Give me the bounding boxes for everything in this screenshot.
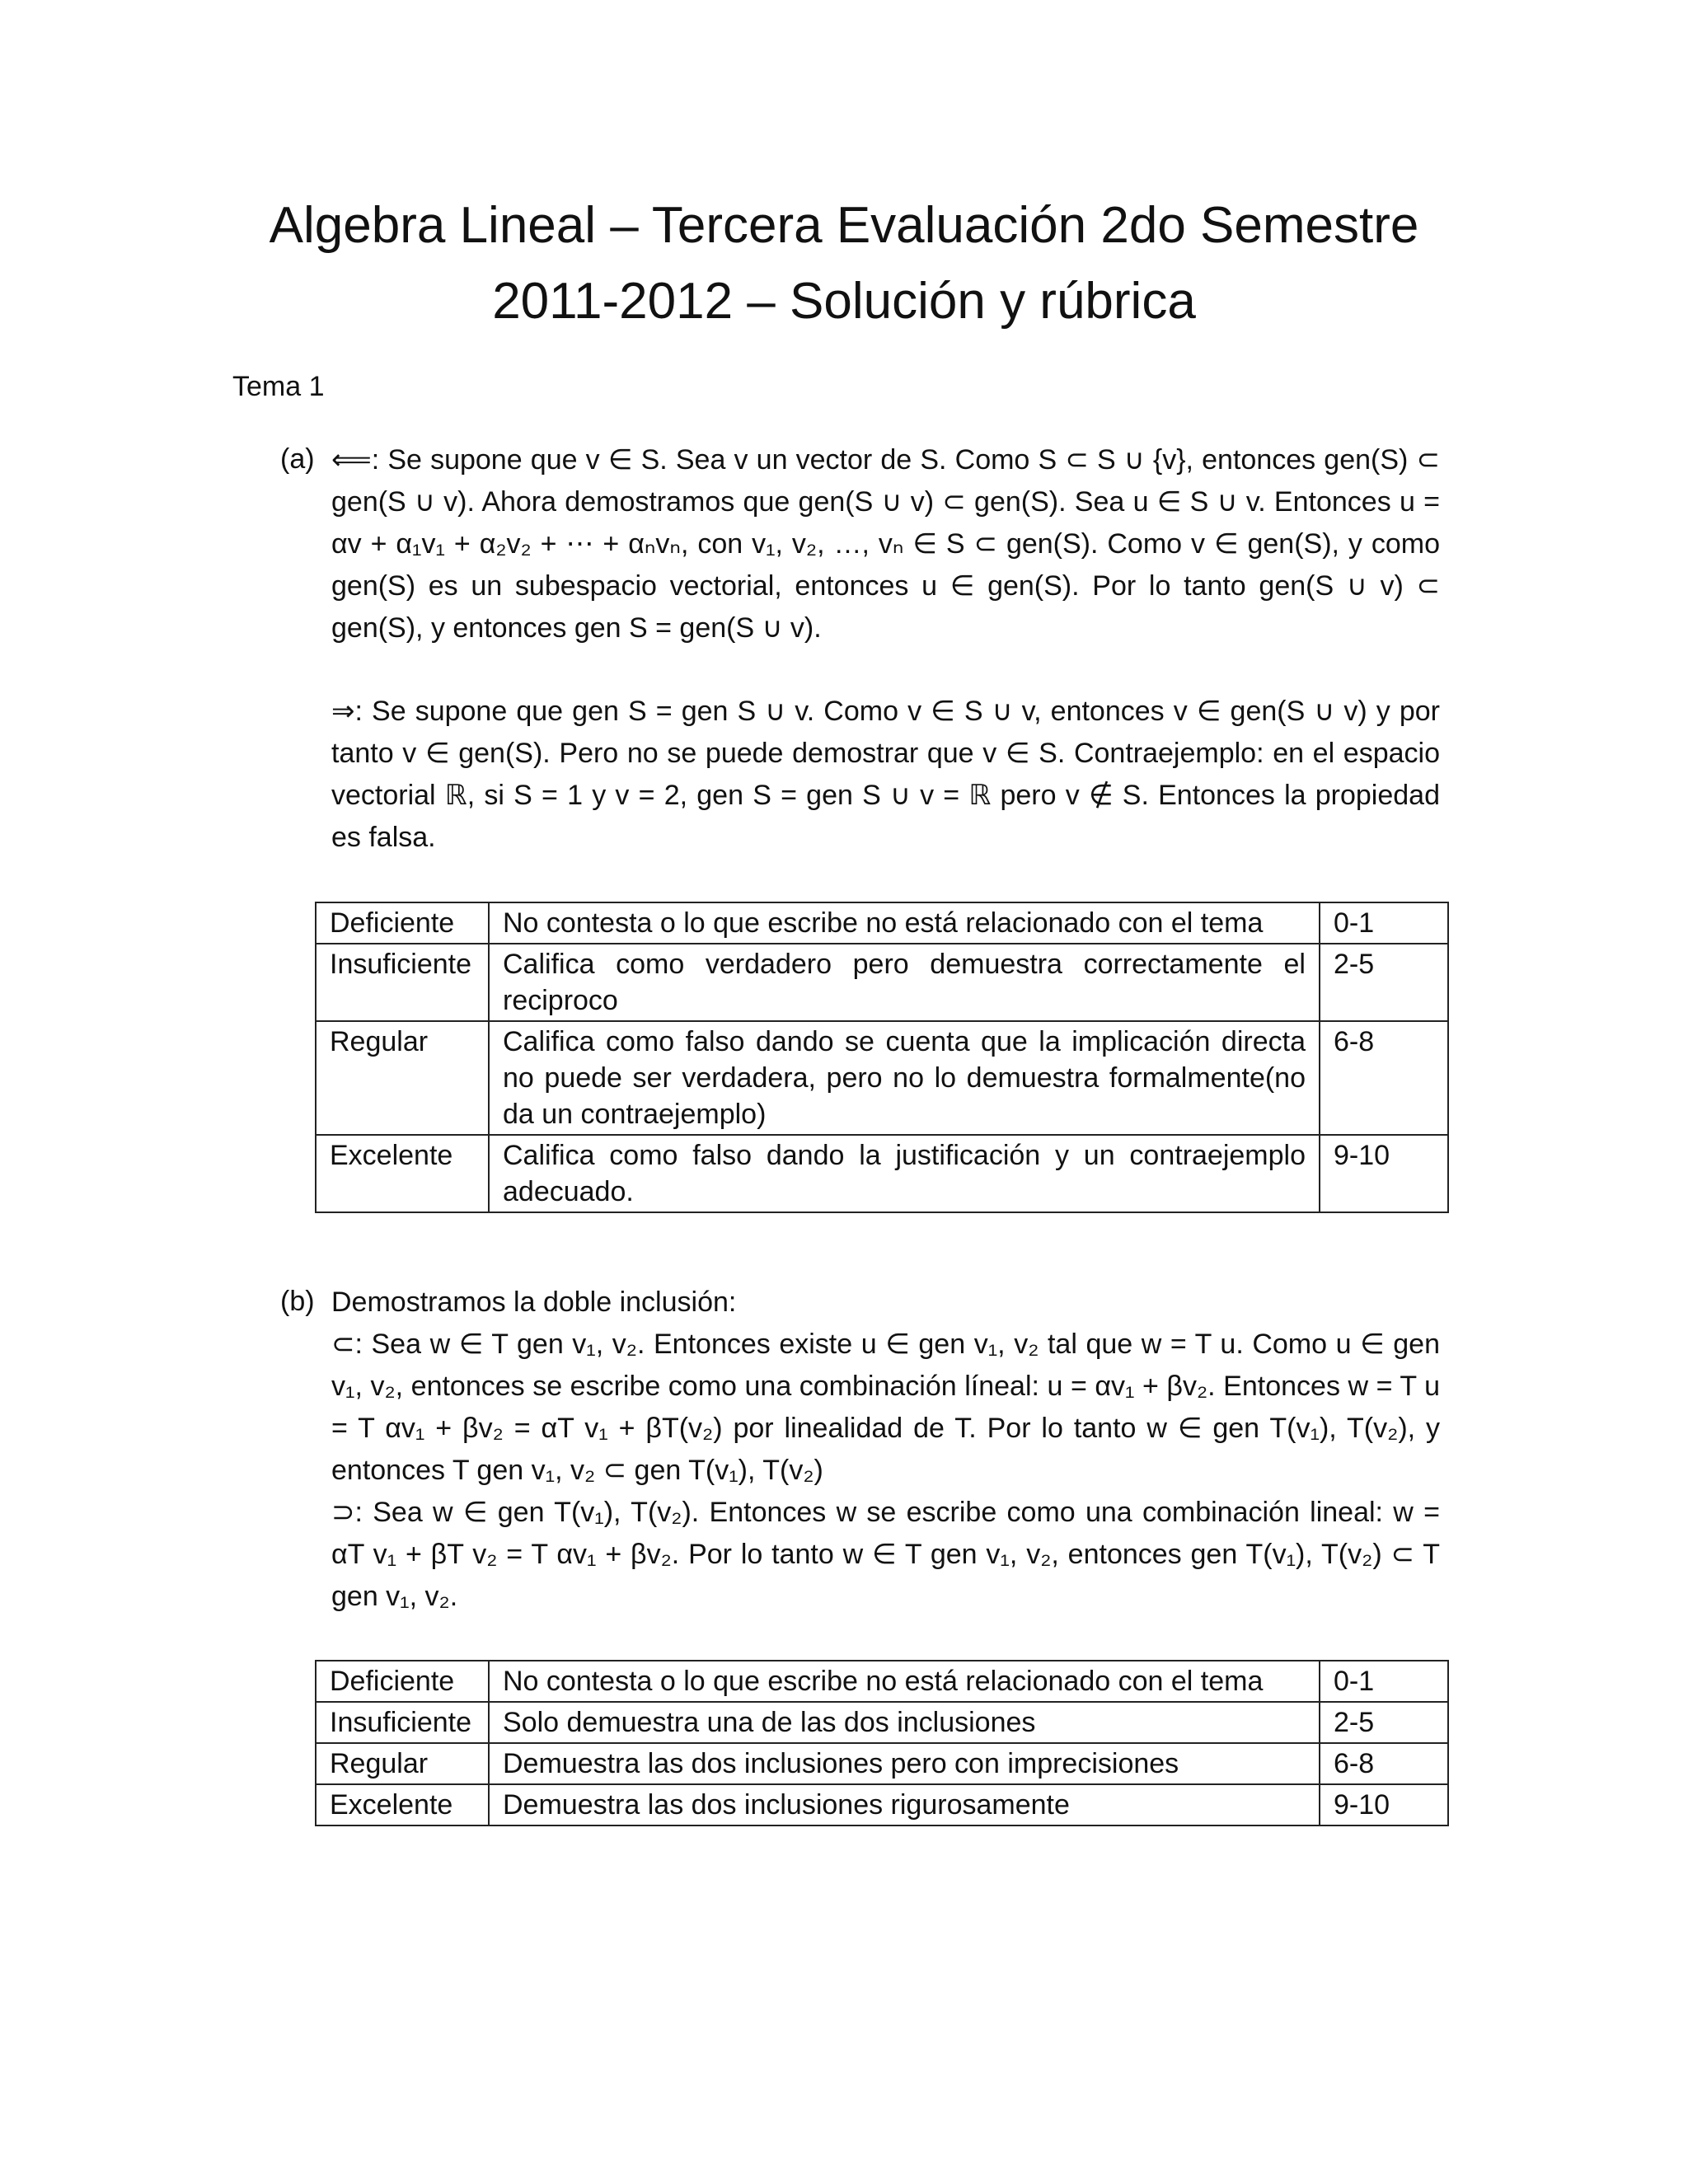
rubric-level: Regular (316, 1743, 489, 1784)
section-heading: Tema 1 (232, 371, 325, 402)
table-row (316, 1702, 1448, 1743)
part-b-proof-subset: ⊂: Sea w ∈ T gen v₁, v₂. Entonces existe u ∈ gen v₁, v₂ tal que w = T u. Como u ∈ gen v₁, v₂, entonces se escribe como una combinación líneal: u = αv₁ + βv₂. Entonces w = T u = T αv₁ + βv₂ = αT v₁ + βT(v₂) por linealidad de T. Por lo tanto w ∈ gen T(v₁), T(v₂), y entonces T gen v₁, v₂ ⊂ gen T(v₁), T(v₂) (331, 1329, 1440, 1486)
rubric-description: Califica como falso dando la justificación y un contraejemplo adecuado. (489, 1135, 1320, 1212)
rubric-level: Deficiente (316, 1661, 489, 1702)
rubric-level: Deficiente (316, 902, 489, 944)
part-a-label: (a) (280, 443, 315, 475)
document-title-line-2: 2011-2012 – Solución y rúbrica (492, 273, 1196, 330)
table-row (316, 1743, 1448, 1784)
rubric-points: 2-5 (1320, 1702, 1448, 1743)
rubric-points: 0-1 (1320, 902, 1448, 944)
table-row (316, 902, 1448, 944)
table-row (316, 1784, 1448, 1825)
table-row (316, 1135, 1448, 1212)
part-a-proof-reverse: ⟸: Se supone que v ∈ S. Sea v un vector de S. Como S ⊂ S ∪ {v}, entonces gen(S) ⊂ gen(S ∪ v). Ahora demostramos que gen(S ∪ v) ⊂ gen(S). Sea u ∈ S ∪ v. Entonces u = αv + α₁v₁ + α₂v₂ + ⋯ + αₙvₙ, con v₁, v₂, …, vₙ ∈ S ⊂ gen(S). Como v ∈ gen(S), y como gen(S) es un subespacio vectorial, entonces u ∈ gen(S). Por lo tanto gen(S ∪ v) ⊂ gen(S), y entonces gen S = gen(S ∪ v). (331, 444, 1440, 644)
rubric-points: 6-8 (1320, 1743, 1448, 1784)
table-row (316, 944, 1448, 1021)
rubric-points: 6-8 (1320, 1021, 1448, 1135)
rubric-table-b (315, 1660, 1449, 1826)
rubric-description: Califica como falso dando se cuenta que la implicación directa no puede ser verdadera, pero no lo demuestra formalmente(no da un contraejemplo) (489, 1021, 1320, 1135)
rubric-level: Insuficiente (316, 944, 489, 1021)
rubric-points: 9-10 (1320, 1135, 1448, 1212)
rubric-points: 9-10 (1320, 1784, 1448, 1825)
rubric-level: Excelente (316, 1784, 489, 1825)
document-title-line-1: Algebra Lineal – Tercera Evaluación 2do Semestre (269, 197, 1419, 254)
rubric-description: Solo demuestra una de las dos inclusiones (489, 1702, 1320, 1743)
part-b-proof-superset: ⊃: Sea w ∈ gen T(v₁), T(v₂). Entonces w se escribe como una combinación lineal: w = αT v₁ + βT v₂ = T αv₁ + βv₂. Por lo tanto w ∈ T gen v₁, v₂, entonces gen T(v₁), T(v₂) ⊂ T gen v₁, v₂. (331, 1497, 1440, 1612)
table-row (316, 1661, 1448, 1702)
rubric-level: Excelente (316, 1135, 489, 1212)
rubric-description: Demuestra las dos inclusiones rigurosamente (489, 1784, 1320, 1825)
rubric-description: Demuestra las dos inclusiones pero con imprecisiones (489, 1743, 1320, 1784)
part-a-proof-forward: ⇒: Se supone que gen S = gen S ∪ v. Como v ∈ S ∪ v, entonces v ∈ gen(S ∪ v) y por tanto v ∈ gen(S). Pero no se puede demostrar que v ∈ S. Contraejemplo: en el espacio vectorial ℝ, si S = 1 y v = 2, gen S = gen S ∪ v = ℝ pero v ∉ S. Entonces la propiedad es falsa. (331, 696, 1440, 853)
rubric-level: Insuficiente (316, 1702, 489, 1743)
rubric-points: 0-1 (1320, 1661, 1448, 1702)
rubric-points: 2-5 (1320, 944, 1448, 1021)
rubric-description: No contesta o lo que escribe no está relacionado con el tema (489, 902, 1320, 944)
part-b-label: (b) (280, 1286, 315, 1317)
rubric-description: No contesta o lo que escribe no está relacionado con el tema (489, 1661, 1320, 1702)
part-b-intro: Demostramos la doble inclusión: (331, 1286, 737, 1318)
rubric-table-a (315, 902, 1449, 1213)
table-row (316, 1021, 1448, 1135)
rubric-level: Regular (316, 1021, 489, 1135)
rubric-description: Califica como verdadero pero demuestra correctamente el reciproco (489, 944, 1320, 1021)
